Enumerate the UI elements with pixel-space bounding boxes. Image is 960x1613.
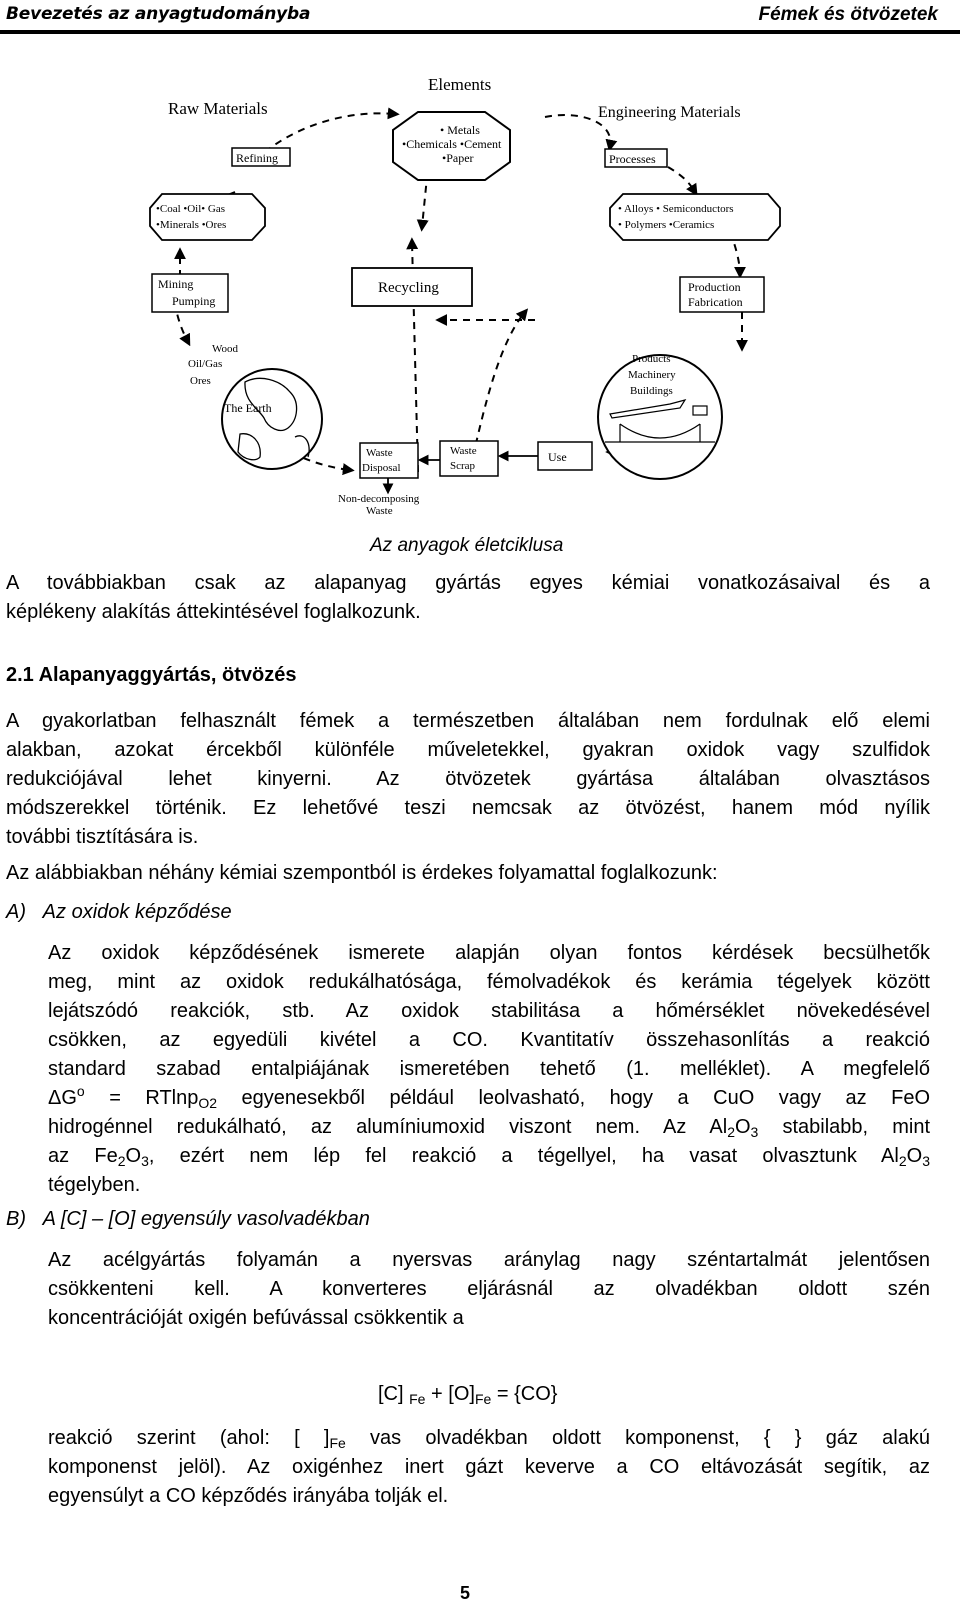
label-metals: • Metals (440, 123, 480, 137)
intro-line-1: A továbbiakban csak az alapanyag gyártás egyes kémiai vonatkozásaival és a (6, 572, 930, 594)
label-paper: •Paper (442, 151, 474, 165)
label-wood: Wood (212, 343, 239, 355)
paragraph-2: Az alábbiakban néhány kémiai szempontból is érdekes folyamattal foglalkozunk: (6, 862, 718, 884)
label-eng-items-1: • Alloys • Semiconductors (618, 203, 734, 215)
label-ores: Ores (190, 375, 211, 387)
label-non-decomposing: Non-decomposing (338, 493, 420, 505)
label-oil-gas: Oil/Gas (188, 358, 223, 370)
label-raw-items-2: •Minerals •Ores (156, 219, 227, 231)
label-waste-disposal-1: Waste (366, 447, 393, 459)
label-pumping: Pumping (172, 294, 216, 308)
label-processes: Processes (609, 152, 656, 166)
label-mining: Mining (158, 277, 194, 291)
figure-caption: Az anyagok életciklusa (370, 535, 564, 556)
paragraph-1: A gyakorlatban felhasznált fémek a természetben általában nem fordulnak elő elemi alakban, azokat ércekből különféle műveletekkel, gyakran oxidok vagy szulfidok redukciójával lehet kinyerni. Az ötvözetek gyártása általában olvasztásos módszerekkel történik. Ez lehetővé teszi nemcsak az ötvözést, hanem mód nyílik további tisztítására is. (6, 710, 930, 848)
reaction-equation: [C] $_{Fe} + [O]_{Fe} = \{CO\}$ (378, 1383, 558, 1407)
label-eng-items-2: • Polymers •Ceramics (618, 219, 715, 231)
label-buildings: Buildings (630, 385, 673, 397)
intro-paragraph (6, 569, 930, 627)
intro-line-2: képlékeny alakítás áttekintésével foglalkozunk. (6, 601, 421, 623)
section-b-text: Az acélgyártás folyamán a nyersvas aránylag nagy széntartalmát jelentősen csökkenteni kell. A konverteres eljárásnál az olvadékban oldott szén koncentrációját oxigén befúvással csökkentik a (48, 1249, 930, 1329)
label-recycling: Recycling (378, 280, 439, 296)
section-a-heading: A) Az oxidok képződése (6, 901, 232, 923)
label-products: Products (632, 353, 671, 365)
label-use: Use (548, 450, 567, 464)
label-elements: Elements (428, 75, 492, 94)
materials-life-cycle-diagram (140, 62, 800, 537)
label-waste-scrap-1: Waste (450, 445, 477, 457)
running-header-right: Fémek és ötvözetek (758, 4, 938, 25)
label-production: Production (688, 280, 741, 294)
section-heading: 2.1 Alapanyaggyártás, ötvözés (6, 664, 297, 686)
label-machinery: Machinery (628, 369, 676, 381)
label-raw-materials: Raw Materials (168, 99, 268, 118)
running-header-left: Bevezetés az anyagtudományba (6, 4, 311, 24)
label-waste-scrap-2: Scrap (450, 460, 476, 472)
header-rule (0, 30, 960, 34)
label-waste: Waste (366, 505, 393, 517)
label-fabrication: Fabrication (688, 295, 743, 309)
label-waste-disposal-2: Disposal (362, 462, 401, 474)
page-number: 5 (460, 1583, 471, 1603)
label-refining: Refining (236, 151, 278, 165)
arrow-raw-to-elements (265, 113, 395, 152)
section-a-text: Az oxidok képződésének ismerete alapján olyan fontos kérdések becsülhetők meg, mint az oxidok redukálhatósága, fémolvadékok és kerámia tégelyek között lejátszódó reakciók, stb. Az oxidok stabilitása a hőmérséklet növekedésével csökken, az egyedüli kivétel a CO. Kvantitatív összehasonlítás a reakció standard szabad entalpiájának ismeretében tehető (1. melléklet). A megfelelő $\Delta G^o = RTlnp_{O2}$ egyenesekből például leolvasható, hogy a CuO vagy az FeO hidrogénnel redukálható, az alumíniumoxid viszont nem. Az $Al_2O_3$ stabilabb, mint az $Fe_2O_3$, ezért nem lép fel reakció a tégellyel, ha vasat olvasztunk $Al_2O_3$ tégelyben. (48, 942, 931, 1196)
label-engineering-materials: Engineering Materials (598, 104, 741, 121)
section-b-heading: B) A [C] – [O] egyensúly vasolvadékban (6, 1208, 370, 1230)
label-the-earth: The Earth (224, 401, 272, 415)
label-chemicals: •Chemicals •Cement (402, 137, 502, 151)
paragraph-3: reakció szerint (ahol: [ ]$_{Fe}$ vas olvadékban oldott komponenst, { } gáz alakú komponenst jelöl). Az oxigénhez inert gázt keverve a CO eltávozását segítik, az egyensúlyt a CO képződés irányába tolják el. (48, 1427, 930, 1507)
label-raw-items-1: •Coal •Oil• Gas (156, 203, 225, 215)
